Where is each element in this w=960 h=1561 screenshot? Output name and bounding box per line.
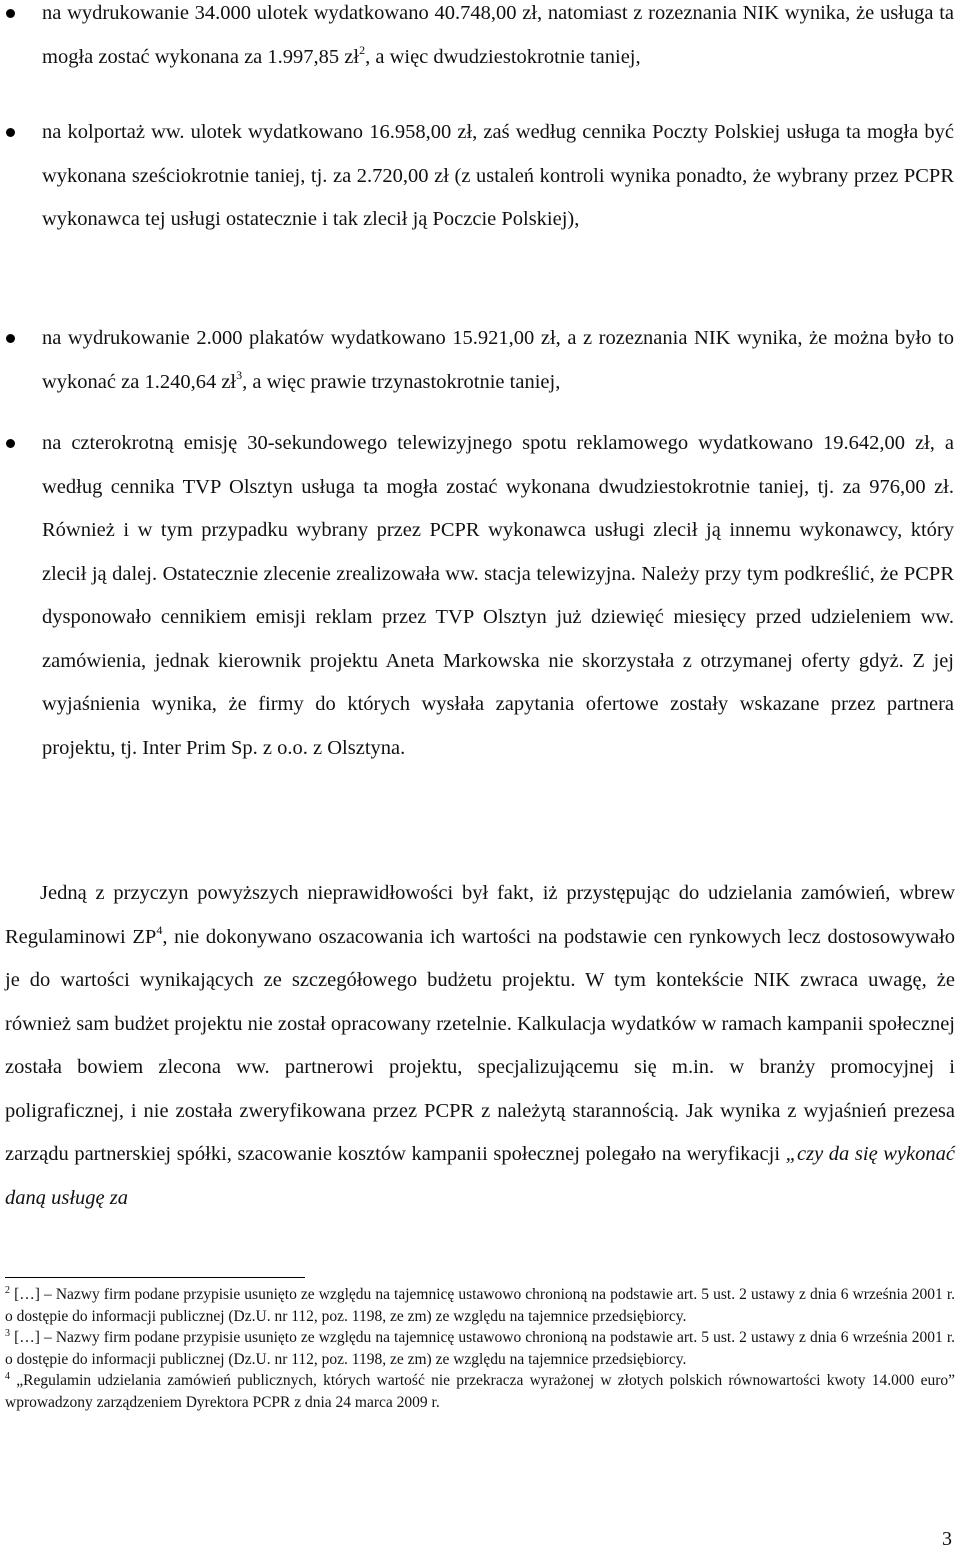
- bullet-icon: [6, 439, 15, 448]
- footnote-separator: [5, 1277, 305, 1278]
- footnote-number: 4: [5, 1371, 10, 1382]
- footnote: [5, 1327, 955, 1370]
- bullet-icon: [6, 334, 15, 343]
- footnote-ref: 3: [236, 367, 243, 382]
- paragraph-text-continued: , nie dokonywano oszacowania ich wartości na podstawie cen rynkowych lecz dostosowywało je do wartości wynikających ze szczegółowego budżetu projektu. W tym kontekście NIK zwraca uwagę, że również sam budżet projektu nie został opracowany rzetelnie. Kalkulacja wydatków w ramach kampanii społecznej została bowiem zlecona ww. partnerowi projektu, specjalizującemu się m.in. w branży promocyjnej i poligraficznej, i nie została zweryfikowana przez PCPR z należytą starannością. Jak wynika z wyjaśnień prezesa zarządu partnerskiej spółki, szacowanie kosztów kampanii społecznej polegało na weryfikacji: [5, 925, 956, 1165]
- footnote-text: […] – Nazwy firm podane przypisie usunięto ze względu na tajemnicę ustawowo chronioną na podstawie art. 5 ust. 2 ustawy z dnia 6 września 2001 r. o dostępie do informacji publicznej (Dz.U. nr 112, poz. 1198, ze zm) ze względu na tajemnice przedsiębiorcy.: [5, 1329, 955, 1368]
- footnote: [5, 1370, 955, 1413]
- paragraph-quote: „czy da się wykonać daną usługę za: [5, 1143, 955, 1209]
- list-item: [0, 317, 960, 404]
- footnote-ref: 4: [156, 922, 163, 937]
- bullet-icon: [6, 128, 15, 137]
- body-paragraph: [5, 872, 955, 1220]
- footnote-ref: 2: [359, 42, 366, 57]
- footnote-number: 2: [5, 1285, 10, 1296]
- footnote-text: […] – Nazwy firm podane przypisie usunięto ze względu na tajemnicę ustawowo chronioną na podstawie art. 5 ust. 2 ustawy z dnia 6 września 2001 r. o dostępie do informacji publicznej (Dz.U. nr 112, poz. 1198, ze zm) ze względu na tajemnice przedsiębiorcy.: [5, 1286, 955, 1325]
- bullet-icon: [6, 9, 15, 18]
- footnote: [5, 1284, 955, 1327]
- list-item: [0, 0, 960, 79]
- list-item: [0, 422, 960, 770]
- bullet-text: na czterokrotną emisję 30-sekundowego telewizyjnego spotu reklamowego wydatkowano 19.642,00 zł, a według cennika TVP Olsztyn usługa ta mogła zostać wykonana dwudziestokrotnie taniej, tj. za 976,00 zł. Również i w tym przypadku wybrany przez PCPR wykonawca usługi zlecił ją innemu wykonawcy, który zlecił ją dalej. Ostatecznie zlecenie zrealizowała ww. stacja telewizyjna. Należy przy tym podkreślić, że PCPR dysponowało cennikiem emisji reklam przez TVP Olsztyn już dziewięć miesięcy przed udzieleniem ww. zamówienia, jednak kierownik projektu Aneta Markowska nie skorzystała z otrzymanej oferty gdyż. Z jej wyjaśnienia wynika, że firmy do których wysłała zapytania ofertowe zostały wskazane przez partnera projektu, tj. Inter Prim Sp. z o.o. z Olsztyna.: [42, 432, 954, 759]
- paragraph-text: Jedną z przyczyn powyższych nieprawidłowości był fakt, iż przystępując do udzielania zamówień, wbrew Regulaminowi ZP: [5, 882, 955, 948]
- bullet-text: na wydrukowanie 2.000 plakatów wydatkowano 15.921,00 zł, a z rozeznania NIK wynika, że można było to wykonać za 1.240,64 zł: [42, 327, 954, 393]
- bullet-text: na wydrukowanie 34.000 ulotek wydatkowano 40.748,00 zł, natomiast z rozeznania NIK wynika, że usługa ta mogła zostać wykonana za 1.997,85 zł: [42, 2, 954, 68]
- footnote-number: 3: [5, 1328, 10, 1339]
- footnote-text: „Regulamin udzielania zamówień publicznych, których wartość nie przekracza wyrażonej w złotych polskich równowartości kwoty 14.000 euro” wprowadzony zarządzeniem Dyrektora PCPR z dnia 24 marca 2009 r.: [5, 1372, 955, 1411]
- page-number: 3: [942, 1528, 952, 1550]
- bullet-text: na kolportaż ww. ulotek wydatkowano 16.958,00 zł, zaś według cennika Poczty Polskiej usługa ta mogła być wykonana sześciokrotnie taniej, tj. za 2.720,00 zł (z ustaleń kontroli wynika ponadto, że wybrany przez PCPR wykonawca tej usługi ostatecznie i tak zlecił ją Poczcie Polskiej),: [42, 121, 954, 230]
- footnotes: [5, 1284, 955, 1413]
- bullet-text-after: , a więc dwudziestokrotnie taniej,: [365, 45, 641, 68]
- list-item: [0, 111, 960, 242]
- bullet-text-after: , a więc prawie trzynastokrotnie taniej,: [242, 370, 561, 393]
